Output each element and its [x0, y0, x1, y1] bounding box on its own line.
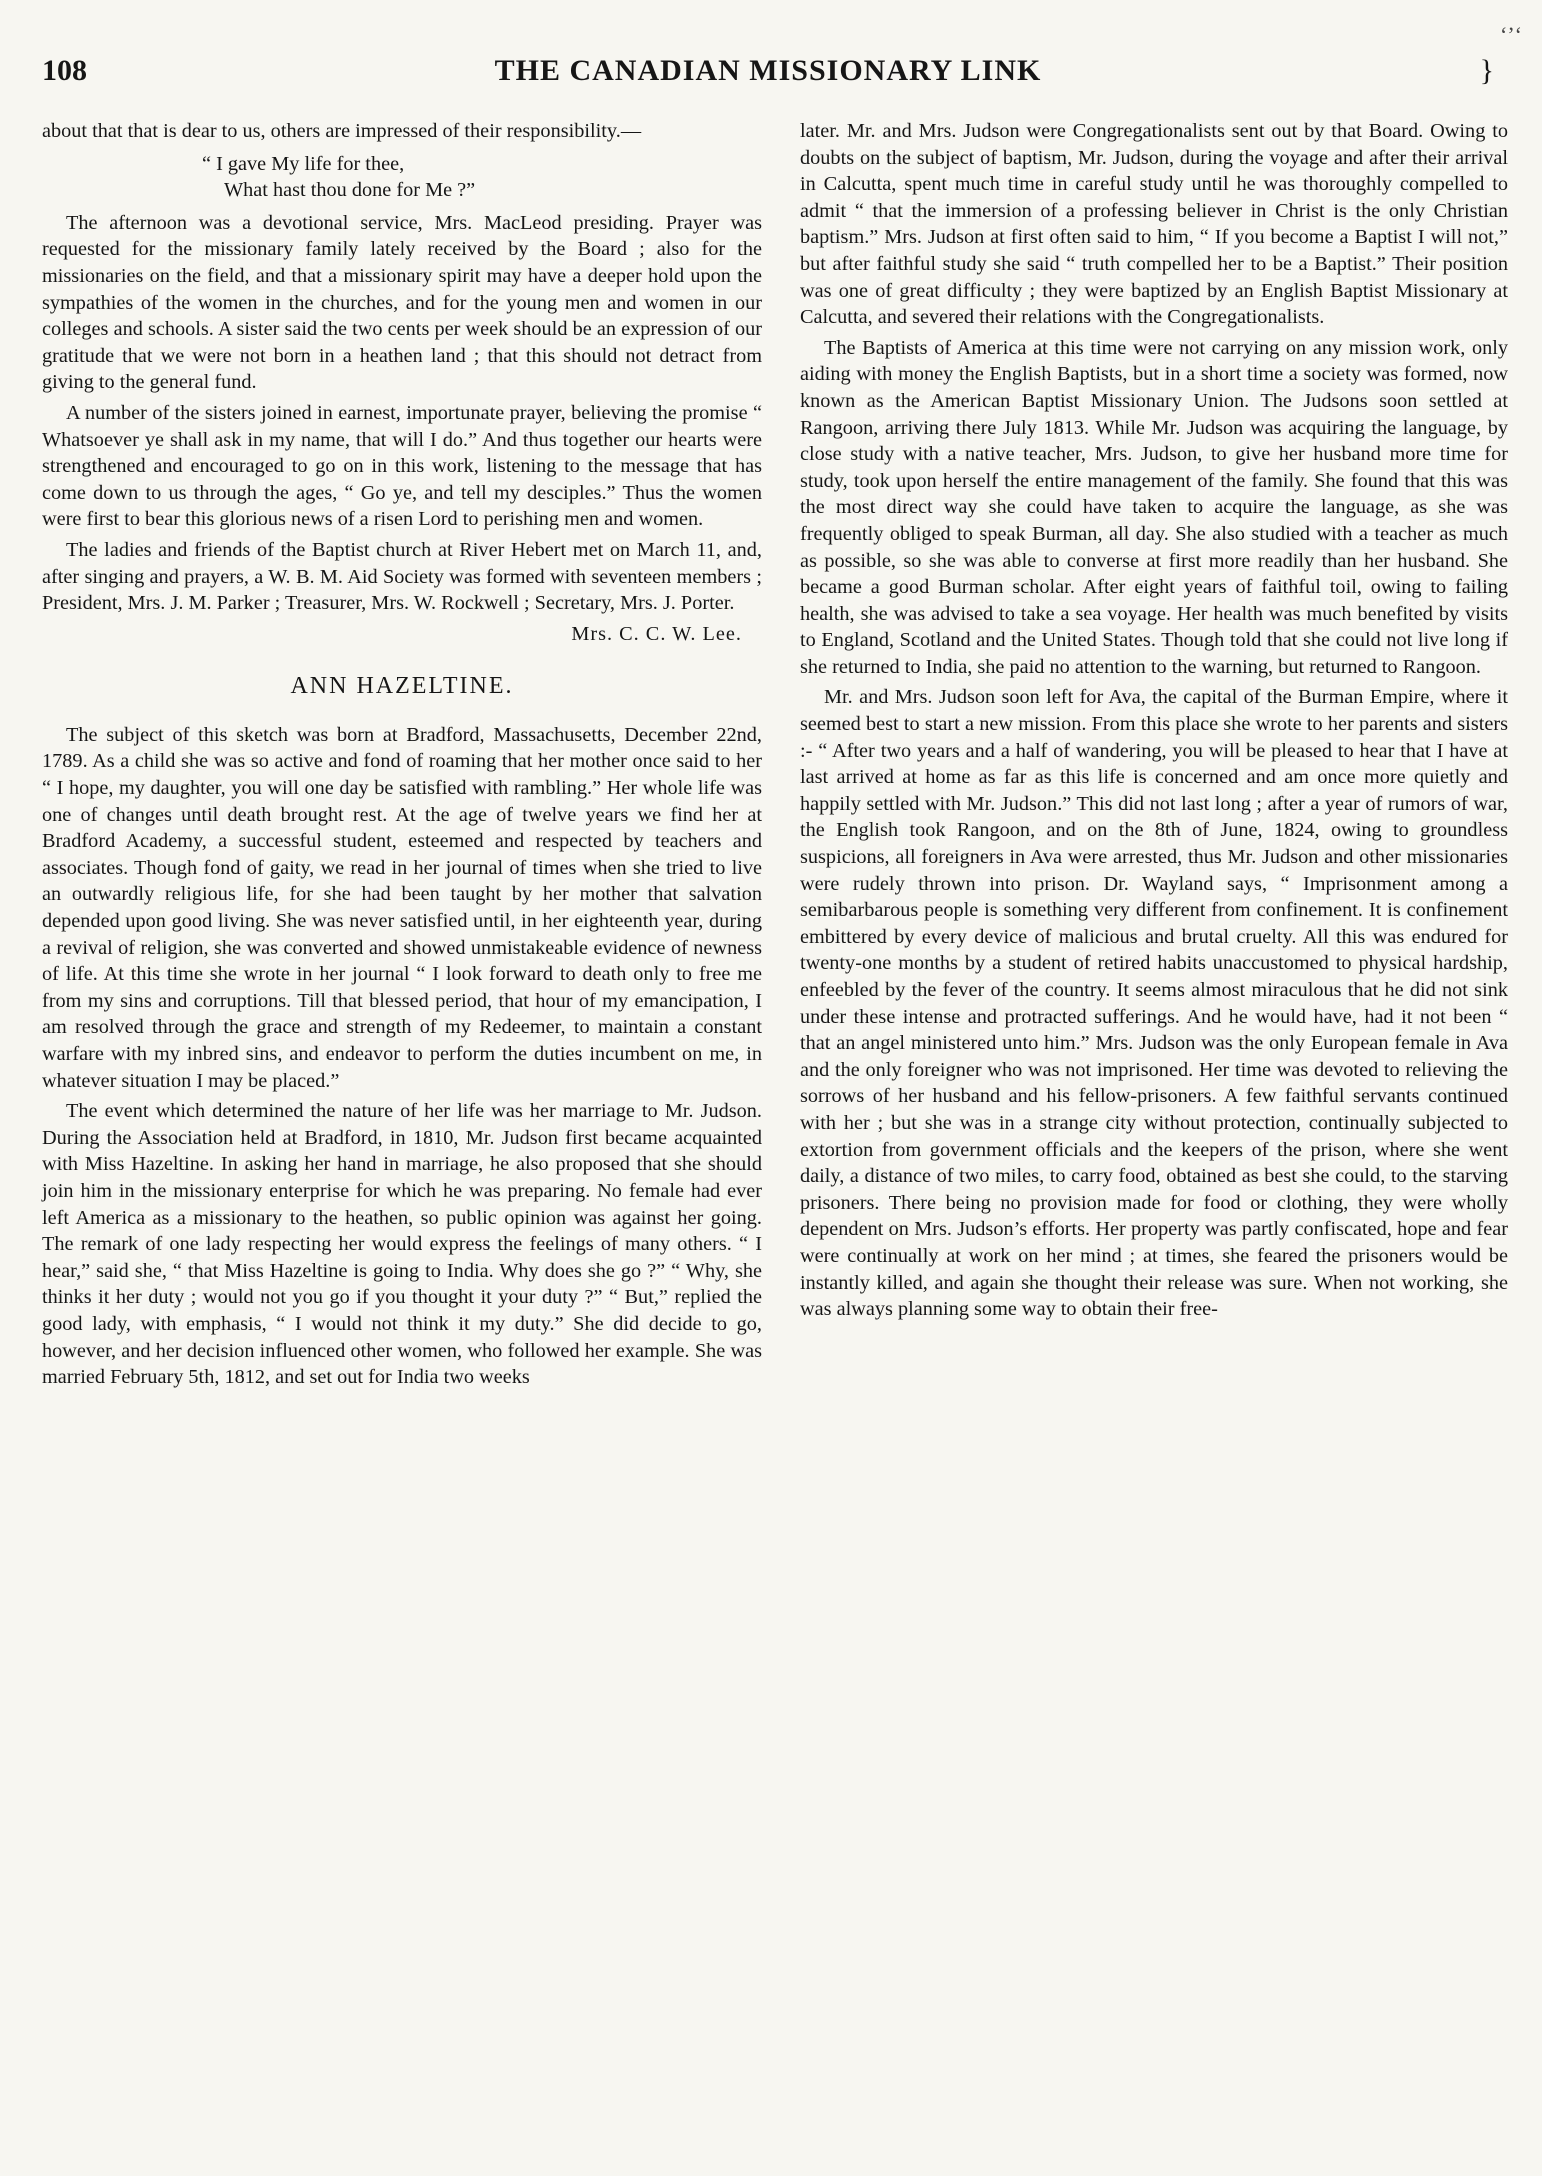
left-column	[42, 118, 762, 1395]
poem-line: What hast thou done for Me ?”	[224, 179, 476, 202]
paragraph: later. Mr. and Mrs. Judson were Congregationalists sent out by that Board. Owing to doubts on the subject of baptism, Mr. Judson, during the voyage and after their arrival in Calcutta, spent much time in careful study until he was thoroughly compelled to admit “ that the immersion of a professing believer in Christ is the only Christian baptism.” Mrs. Judson at first often said to him, “ If you become a Baptist I will not,” but after faithful study she said “ truth compelled her to be a Baptist.” Their position was one of great difficulty ; they were baptized by an English Baptist Missionary at Calcutta, and severed their relations with the Congregationalists.	[800, 120, 1508, 329]
paragraph: The Baptists of America at this time were not carrying on any mission work, only aiding with money the English Baptists, but in a short time a society was formed, now known as the American Baptist Missionary Union. The Judsons soon settled at Rangoon, arriving there July 1813. While Mr. Judson was acquiring the language, by close study with a native teacher, Mrs. Judson, to give her husband more time for study, took upon herself the entire management of the family. She found that this was the most direct way she could have taken to acquire the language, as she was frequently obliged to speak Burman, all day. She also studied with a teacher as much as possible, so she was able to converse at first more readily than her husband. She became a good Burman scholar. After eight years of faithful toil, owing to failing health, she was advised to take a sea voyage. Her health was much benefited by visits to England, Scotland and the United States. Though told that she could not live long if she returned to India, she paid no attention to the warning, but returned to Rangoon.	[800, 336, 1508, 678]
paragraph: A number of the sisters joined in earnest, importunate prayer, believing the promise “ Whatsoever ye shall ask in my name, that will I do.” And thus together our hearts were strengthened and encouraged to go on in this work, listening to the message that has come down to us through the ages, “ Go ye, and tell my desciples.” Thus the women were first to bear this glorious news of a risen Lord to perishing men and women.	[42, 401, 762, 531]
paragraph: The ladies and friends of the Baptist church at River Hebert met on March 11, and, after singing and prayers, a W. B. M. Aid Society was formed with seventeen members ; President, Mrs. J. M. Parker ; Treasurer, Mrs. W. Rockwell ; Secretary, Mrs. J. Porter.	[42, 538, 762, 615]
poem-line: “ I gave My life for thee,	[202, 152, 405, 175]
paragraph: The afternoon was a devotional service, Mrs. MacLeod presiding. Prayer was requested for the missionary family lately received by the Board ; also for the missionaries on the field, and that a missionary spirit may have a deeper hold upon the sympathies of the women in the churches, and for the young men and women in our colleges and schools. A sister said the two cents per week should be an expression of our gratitude that we were not born in a heathen land ; that this should not detract from giving to the general fund.	[42, 211, 762, 394]
author-signature: Mrs. C. C. W. Lee.	[571, 622, 742, 645]
article-title: ANN HAZELTINE.	[290, 673, 514, 700]
paragraph: The subject of this sketch was born at Bradford, Massachusetts, December 22nd, 1789. As a child she was so active and fond of roaming that her mother once said to her “ I hope, my daughter, you will one day be satisfied with rambling.” Her whole life was one of changes until death brought rest. At the age of twelve years we find her at Bradford Academy, a successful student, esteemed and respected by teachers and associates. Though fond of gaity, we read in her journal of times when she tried to live an outwardly religious life, for she had been taught by her mother that salvation depended upon good living. She was never satisfied until, in her eighteenth year, during a revival of religion, she was converted and showed unmistakeable evidence of newness of life. At this time she wrote in her journal “ I look forward to death only to free me from my sins and corruptions. Till that blessed period, that hour of my emancipation, I am resolved through the grace and strength of my Redeemer, to maintain a constant warfare with my inbred sins, and endeavor to perform the duties incumbent on me, in whatever situation I may be placed.”	[42, 723, 762, 1092]
header-margin-mark: }	[1479, 54, 1494, 87]
page-header	[42, 54, 1494, 110]
corner-scribble-mark: ‘’‘	[1500, 22, 1522, 47]
paragraph: about that that is dear to us, others are impressed of their responsibility.—	[42, 120, 642, 142]
journal-title: THE CANADIAN MISSIONARY LINK	[494, 54, 1042, 87]
page-number: 108	[42, 54, 87, 87]
right-column	[800, 118, 1508, 1327]
poem-quote	[202, 151, 762, 204]
paragraph: The event which determined the nature of her life was her marriage to Mr. Judson. During the Association held at Bradford, in 1810, Mr. Judson first became acquainted with Miss Hazeltine. In asking her hand in marriage, he also proposed that she should join him in the missionary enterprise for which he was preparing. No female had ever left America as a missionary to the heathen, so public opinion was against her going. The remark of one lady respecting her would express the feelings of many others. “ I hear,” said she, “ that Miss Hazeltine is going to India. Why does she go ?” “ Why, she thinks it her duty ; would not you go if you thought it your duty ?” “ But,” replied the good lady, with emphasis, “ I would not think it my duty.” She did decide to go, however, and her decision influenced other women, who followed her example. She was married February 5th, 1812, and set out for India two weeks	[42, 1100, 762, 1389]
paragraph: Mr. and Mrs. Judson soon left for Ava, the capital of the Burman Empire, where it seemed best to start a new mission. From this place she wrote to her parents and sisters :- “ After two years and a half of wandering, you will be pleased to hear that I have at last arrived at home as far as this life is concerned and am once more quietly and happily settled with Mr. Judson.” This did not last long ; after a year of rumors of war, the English took Rangoon, and on the 8th of June, 1824, owing to groundless suspicions, all foreigners in Ava were arrested, thus Mr. Judson and other missionaries were rudely thrown into prison. Dr. Wayland says, “ Imprisonment among a semibarbarous people is something very different from confinement. It is confinement embittered by every device of malicious and brutal cruelty. All this was endured for twenty-one months by a student of retired habits unaccustomed to physical hardship, enfeebled by the fever of the country. It seems almost miraculous that he did not sink under these intense and protracted sufferings. And he would have, had it not been “ that an angel ministered unto him.” Mrs. Judson was the only European female in Ava and the only foreigner who was not imprisoned. Her time was devoted to relieving the sorrows of her husband and his fellow-prisoners. A few faithful servants continued with her ; but she was in a strange city without protection, continually subjected to extortion from government officials and the keepers of the prison, where she went daily, a distance of two miles, to carry food, obtained as best she could, to the starving prisoners. There being no provision made for food or clothing, they were wholly dependent on Mrs. Judson’s efforts. Her property was partly confiscated, hope and fear were continually at work on her mind ; at times, she feared the prisoners would be instantly killed, and again she thought their release was sure. When not working, she was always planning some way to obtain their free-	[800, 686, 1508, 1321]
